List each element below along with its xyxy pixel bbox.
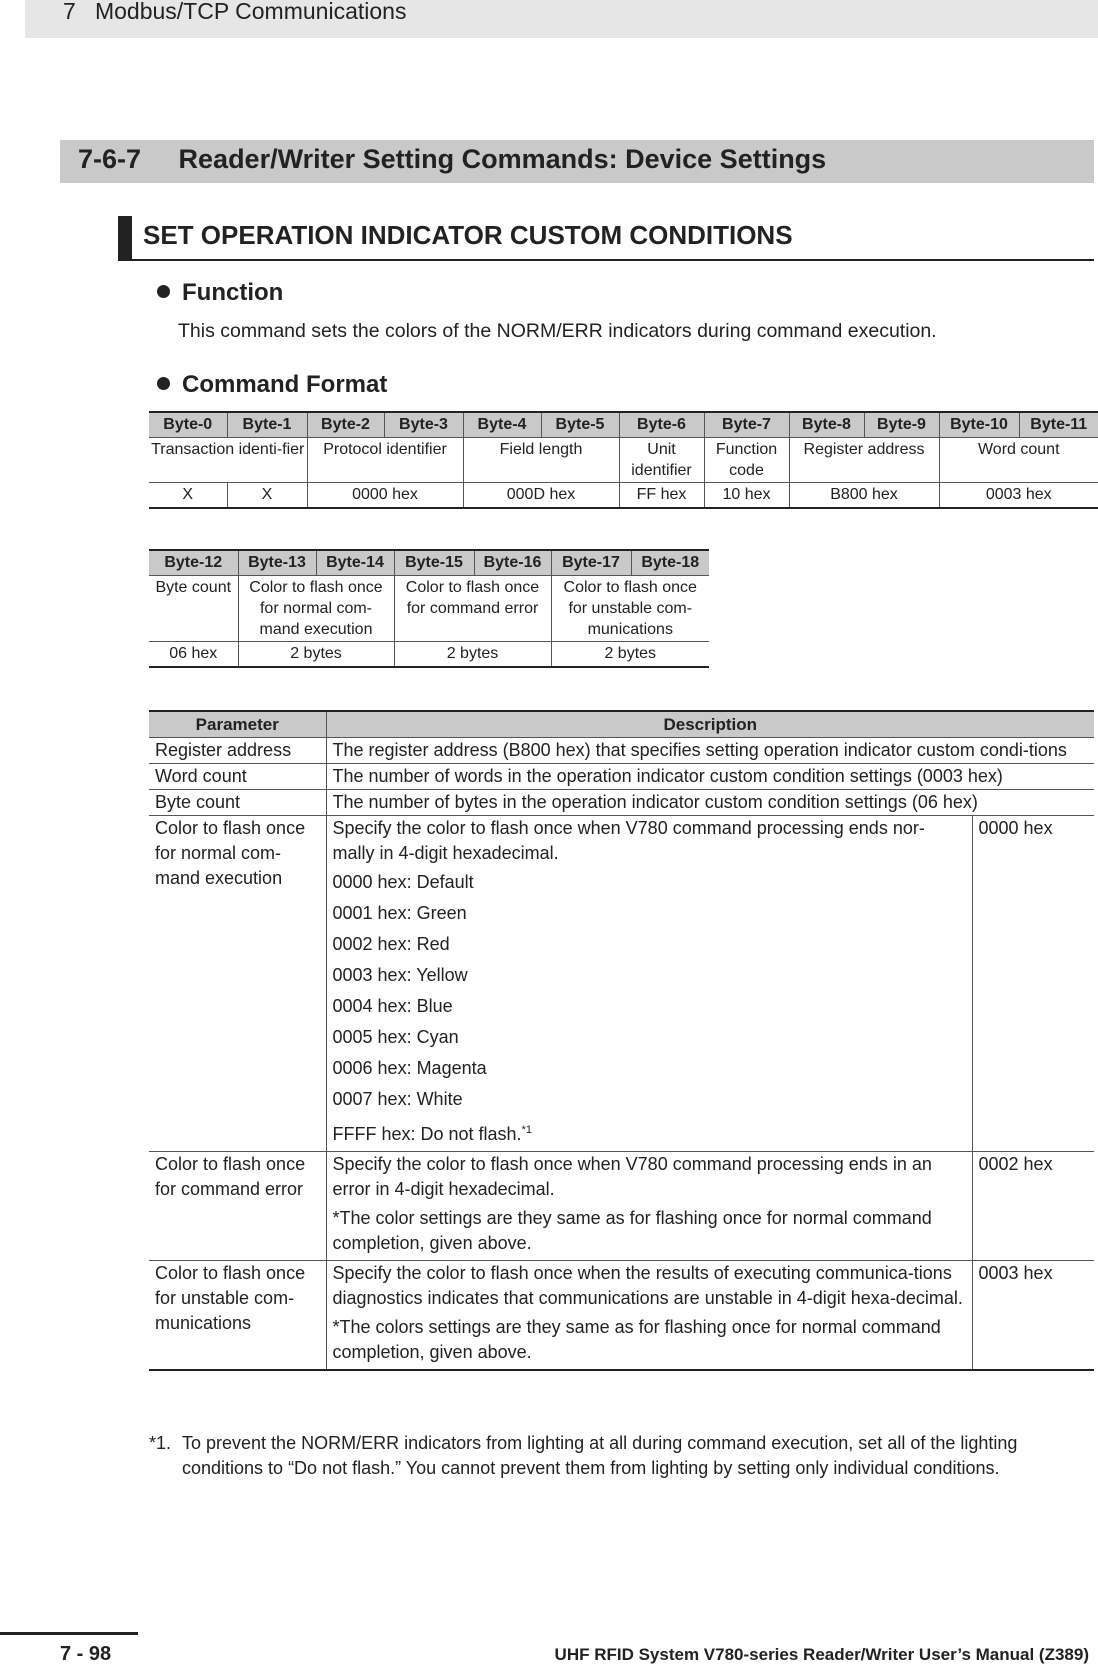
value-cell: 06 hex [149,642,238,668]
value-cell: 2 bytes [551,642,709,668]
parameter-header: Parameter [149,711,326,738]
bullet-icon [157,285,170,298]
color-option: 0003 hex: Yellow [332,965,468,985]
command-format-table-2 [149,549,709,668]
color-option: 0001 hex: Green [332,903,467,923]
param-name: Color to flash once for command error [149,1152,326,1261]
param-desc: The number of bytes in the operation indicator custom condition settings (06 hex) [326,790,1094,816]
field-cell: Protocol identifier [307,438,463,483]
desc-text: Specify the color to flash once when the results of executing communica-tions diagnostics indicates that communications are unstable in 4-digit hexa-decimal. [332,1263,963,1308]
byte-header: Byte-4 [463,412,541,438]
table-row [149,1261,1094,1371]
format-heading-text: Command Format [182,371,388,398]
color-option [333,1118,966,1147]
desc-text: Specify the color to flash once when V780 command processing ends nor-mally in 4-digit hexadecimal. [332,818,925,863]
table-row [149,790,1094,816]
byte-header: Byte-2 [307,412,384,438]
param-desc [326,1152,972,1261]
byte-header: Byte-1 [227,412,307,438]
footnote [149,1431,1069,1481]
function-text: This command sets the colors of the NORM/ERR indicators during command execution. [178,320,937,342]
byte-header: Byte-6 [619,412,704,438]
byte-header: Byte-10 [939,412,1019,438]
command-format-table-1 [149,411,1098,509]
noflash-text: FFFF hex: Do not flash. [332,1124,522,1144]
param-name: Color to flash once for unstable com-munications [149,1261,326,1371]
footnote-text: To prevent the NORM/ERR indicators from lighting at all during command execution, set all of the lighting conditions to “Do not flash.” You cannot prevent them from lighting by setting only individual conditions. [182,1433,1018,1478]
value-cell: 000D hex [463,483,619,509]
param-desc: The register address (B800 hex) that specifies setting operation indicator custom condi-tions [326,738,1094,764]
color-option: 0004 hex: Blue [332,996,453,1016]
byte-header: Byte-9 [864,412,939,438]
value-cell: 0003 hex [939,483,1098,509]
byte-header: Byte-12 [149,550,238,576]
description-header: Description [326,711,1094,738]
table-row [149,764,1094,790]
command-title: SET OPERATION INDICATOR CUSTOM CONDITIONS [143,220,793,250]
value-cell: X [149,483,227,509]
param-desc: The number of words in the operation indicator custom condition settings (0003 hex) [326,764,1094,790]
value-cell: 0000 hex [307,483,463,509]
value-cell: 10 hex [704,483,789,509]
desc-text: Specify the color to flash once when V780 command processing ends in an error in 4-digit hexadecimal. [332,1154,932,1199]
footnote-ref: *1 [521,1124,532,1136]
byte-header: Byte-18 [631,550,709,576]
heading-rule [118,259,1094,261]
byte-header: Byte-8 [789,412,864,438]
field-cell: Unit identifier [619,438,704,483]
byte-header: Byte-13 [238,550,316,576]
format-heading [178,371,387,399]
page-number: 7 - 98 [60,1643,112,1665]
heading-bar [118,216,132,261]
function-heading [178,279,283,307]
field-cell: Field length [463,438,619,483]
param-name: Byte count [149,790,326,816]
chapter-header [25,0,1098,38]
color-option: 0006 hex: Magenta [332,1058,487,1078]
byte-header: Byte-7 [704,412,789,438]
param-name: Word count [149,764,326,790]
byte-header: Byte-0 [149,412,227,438]
function-heading-text: Function [182,279,284,306]
field-cell: Byte count [149,576,238,642]
param-name: Register address [149,738,326,764]
field-cell: Color to flash once for unstable com-munications [563,579,697,638]
footer-rule [0,1632,138,1635]
param-desc [326,816,972,1152]
byte-header: Byte-3 [384,412,463,438]
value-cell: 2 bytes [394,642,551,668]
color-option: 0000 hex: Default [332,872,474,892]
field-cell: Word count [977,441,1060,458]
chapter-title: 7 Modbus/TCP Communications [63,0,407,24]
value-cell: B800 hex [789,483,939,509]
parameter-table [149,710,1094,1371]
table-row [149,816,1094,1152]
field-cell: Color to flash once for normal com-mand execution [238,576,394,642]
desc-note: *The color settings are they same as for flashing once for normal command completion, given above. [332,1208,932,1253]
param-default: 0002 hex [972,1152,1094,1261]
value-cell: 2 bytes [238,642,394,668]
value-cell: X [227,483,307,509]
param-name: Color to flash once for normal com-mand execution [149,816,326,1152]
field-cell: Transaction identi-fier [149,438,307,483]
byte-header: Byte-5 [541,412,619,438]
param-desc [326,1261,972,1371]
byte-header: Byte-16 [474,550,551,576]
manual-title: UHF RFID System V780-series Reader/Writer User’s Manual (Z389) [554,1645,1089,1664]
param-default: 0000 hex [972,816,1094,1152]
color-option: 0002 hex: Red [332,934,450,954]
section-bar [60,140,1094,183]
footnote-mark: *1. [149,1433,172,1453]
section-title: 7-6-7 Reader/Writer Setting Commands: Device Settings [78,144,827,174]
byte-header: Byte-11 [1019,412,1098,438]
byte-header: Byte-15 [394,550,474,576]
color-option: 0005 hex: Cyan [332,1027,459,1047]
param-default: 0003 hex [972,1261,1094,1371]
table-row [149,738,1094,764]
field-cell: Register address [789,438,939,483]
color-option: 0007 hex: White [332,1089,463,1109]
bullet-icon [157,377,170,390]
value-cell: FF hex [619,483,704,509]
table-row [149,1152,1094,1261]
desc-note: *The colors settings are they same as for flashing once for normal command completion, given above. [332,1317,941,1362]
byte-header: Byte-17 [551,550,631,576]
field-cell: Color to flash once for command error [394,576,551,642]
byte-header: Byte-14 [316,550,394,576]
field-cell: Function code [704,438,789,483]
